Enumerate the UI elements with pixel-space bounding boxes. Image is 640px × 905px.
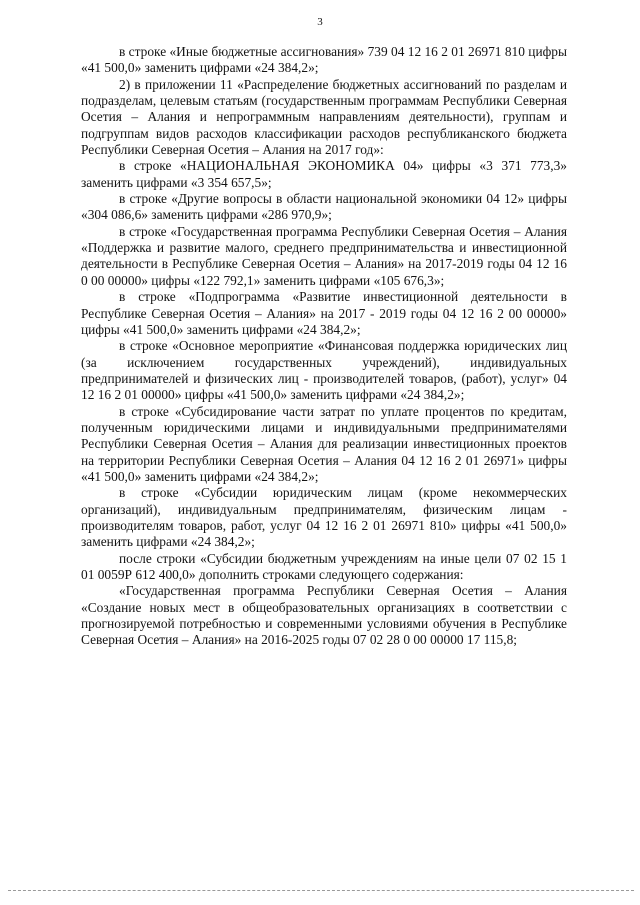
paragraph-legal-entity-subsidy: в строке «Субсидии юридическим лицам (кроме некоммерческих организаций), индивидуальным предпринимателям, физическим лицам - производителям товаров, работ, услуг 04 12 16 2 01 26971 810» цифры «41 500,0» заменить цифрами «24 384,2»; bbox=[81, 485, 567, 550]
page-number: 3 bbox=[317, 16, 323, 28]
document-body bbox=[81, 44, 567, 649]
paragraph-interest-subsidy: в строке «Субсидирование части затрат по уплате процентов по кредитам, полученным юридическими лицами и индивидуальными предпринимателями Республики Северная Осетия – Алания для реализации инвестиционных проектов на территории Республики Северная Осетия – Алания 04 12 16 2 01 26971» цифры «41 500,0» заменить цифрами «24 384,2»; bbox=[81, 403, 567, 484]
paragraph-appendix-11: 2) в приложении 11 «Распределение бюджетных ассигнований по разделам и подразделам, целевым статьям (государственным программам Республики Северная Осетия – Алания и непрограммным направлениям деятельности), группам и подгруппам видов расходов классификации расходов республиканского бюджета Республики Северная Осетия – Алания на 2017 год»: bbox=[81, 76, 567, 158]
paragraph-state-program-smb: в строке «Государственная программа Республики Северная Осетия – Алания «Поддержка и развитие малого, среднего предпринимательства и инвестиционной деятельности в Республике Северная Осетия – Алания» на 2017-2019 годы 04 12 16 0 00 00000» цифры «122 792,1» заменить цифрами «105 676,3»; bbox=[81, 223, 567, 288]
paragraph-add-lines: после строки «Субсидии бюджетным учреждениям на иные цели 07 02 15 1 01 0059Р 612 400,0» дополнить строками следующего содержания: bbox=[81, 550, 567, 582]
paragraph-other-economy-issues: в строке «Другие вопросы в области национальной экономики 04 12» цифры «304 086,6» заменить цифрами «286 970,9»; bbox=[81, 191, 567, 223]
paragraph-other-allocations: в строке «Иные бюджетные ассигнования» 739 04 12 16 2 01 26971 810 цифры «41 500,0» заменить цифрами «24 384,2»; bbox=[81, 44, 567, 76]
scan-edge-line bbox=[8, 890, 634, 891]
paragraph-national-economy: в строке «НАЦИОНАЛЬНАЯ ЭКОНОМИКА 04» цифры «3 371 773,3» заменить цифрами «3 354 657,5»; bbox=[81, 158, 567, 190]
paragraph-main-activity-support: в строке «Основное мероприятие «Финансовая поддержка юридических лиц (за исключением государственных учреждений), индивидуальных предпринимателей и физических лиц - производителей товаров, (работ), услуг» 04 12 16 2 01 00000» цифры «41 500,0» заменить цифрами «24 384,2»; bbox=[81, 338, 567, 403]
paragraph-education-program: «Государственная программа Республики Северная Осетия – Алания «Создание новых мест в общеобразовательных организациях в соответствии с прогнозируемой потребностью и современными условиями обучения в Республике Северная Осетия – Алания» на 2016-2025 годы 07 02 28 0 00 00000 17 115,8; bbox=[81, 583, 567, 648]
paragraph-subprogram-investment: в строке «Подпрограмма «Развитие инвестиционной деятельности в Республике Северная Осетия – Алания» на 2017 - 2019 годы 04 12 16 2 00 00000» цифры «41 500,0» заменить цифрами «24 384,2»; bbox=[81, 289, 567, 337]
